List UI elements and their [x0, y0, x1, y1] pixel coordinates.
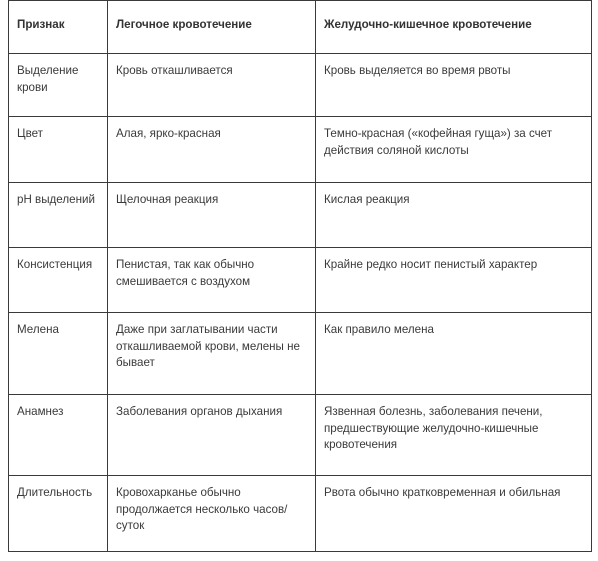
table-row: [9, 183, 592, 248]
header-gi-bleeding: Желудочно-кишечное кровотечение: [316, 1, 592, 54]
gi-cell: Рвота обычно кратковременная и обильная: [316, 476, 592, 552]
feature-cell: Консистенция: [9, 248, 108, 313]
table-row: [9, 117, 592, 183]
pulmonary-cell: Даже при заглатывании части откашливаемой крови, мелены не бывает: [108, 313, 316, 395]
feature-cell: Выделение крови: [9, 54, 108, 117]
pulmonary-cell: Алая, ярко-красная: [108, 117, 316, 183]
feature-cell: Цвет: [9, 117, 108, 183]
feature-cell: pH выделений: [9, 183, 108, 248]
table-row: [9, 395, 592, 476]
gi-cell: Темно-красная («кофейная гуща») за счет действия соляной кислоты: [316, 117, 592, 183]
table-row: [9, 476, 592, 552]
gi-cell: Кровь выделяется во время рвоты: [316, 54, 592, 117]
table-row: [9, 54, 592, 117]
gi-cell: Язвенная болезнь, заболевания печени, предшествующие желудочно-кишечные кровотечения: [316, 395, 592, 476]
table-header-row: [9, 1, 592, 54]
pulmonary-cell: Пенистая, так как обычно смешивается с воздухом: [108, 248, 316, 313]
gi-cell: Кислая реакция: [316, 183, 592, 248]
gi-cell: Как правило мелена: [316, 313, 592, 395]
feature-cell: Анамнез: [9, 395, 108, 476]
pulmonary-cell: Кровь откашливается: [108, 54, 316, 117]
pulmonary-cell: Щелочная реакция: [108, 183, 316, 248]
table-row: [9, 313, 592, 395]
comparison-table: [8, 0, 592, 552]
feature-cell: Длительность: [9, 476, 108, 552]
feature-cell: Мелена: [9, 313, 108, 395]
gi-cell: Крайне редко носит пенистый характер: [316, 248, 592, 313]
header-pulmonary-bleeding: Легочное кровотечение: [108, 1, 316, 54]
pulmonary-cell: Кровохарканье обычно продолжается несколько часов/суток: [108, 476, 316, 552]
table-row: [9, 248, 592, 313]
header-feature: Признак: [9, 1, 108, 54]
pulmonary-cell: Заболевания органов дыхания: [108, 395, 316, 476]
